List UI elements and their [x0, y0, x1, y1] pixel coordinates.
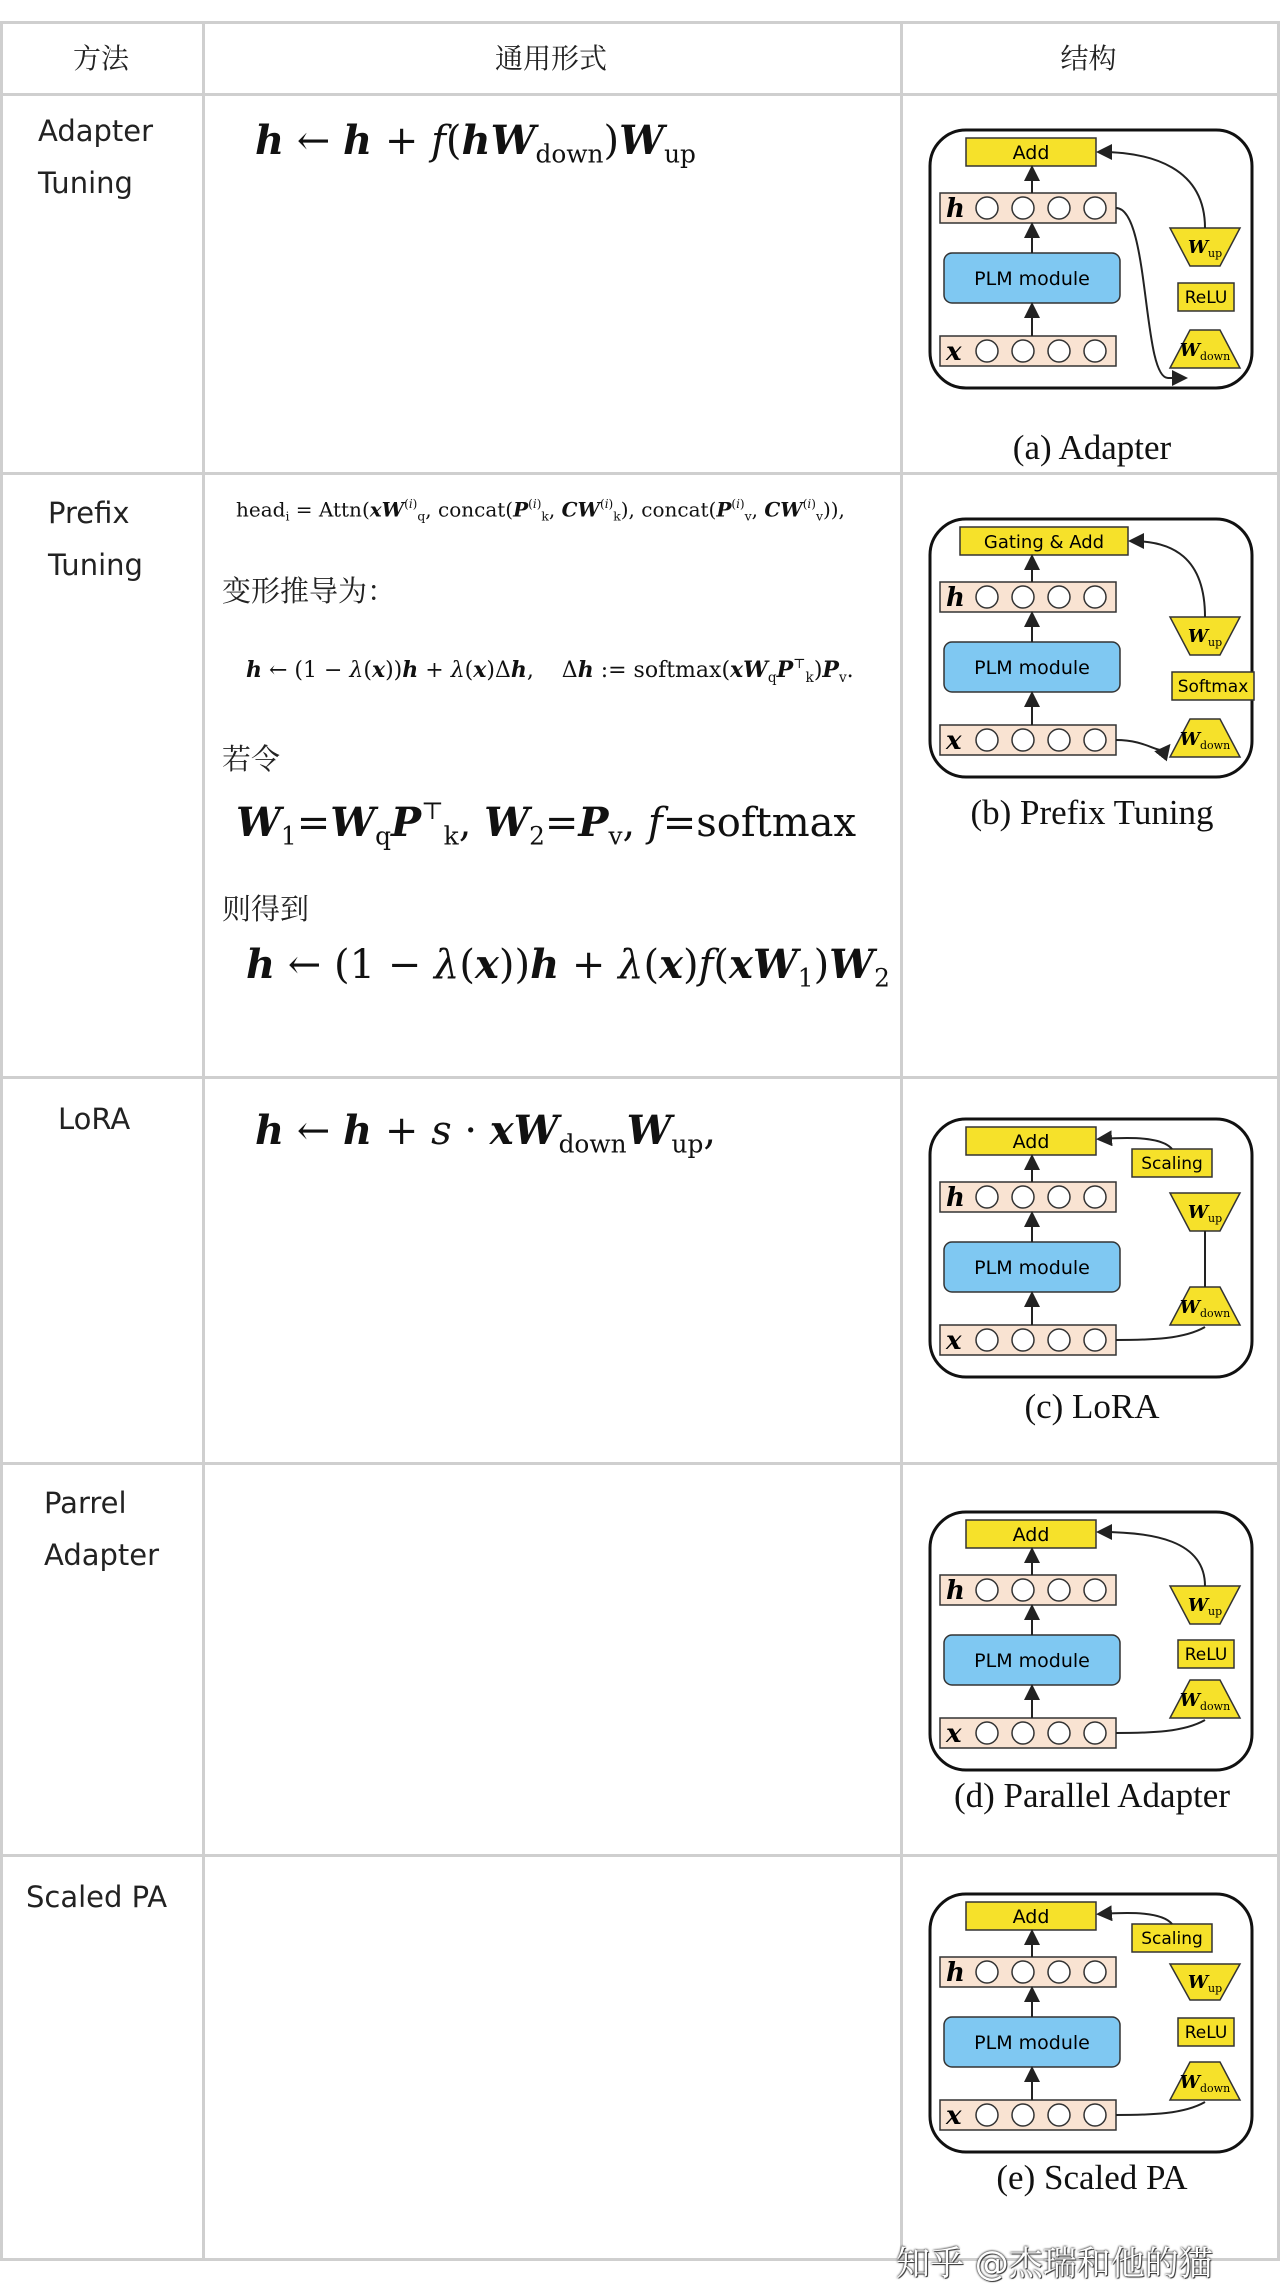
- header-form: 通用形式: [494, 42, 607, 75]
- scaled-pa-diagram-svg: [922, 1892, 1262, 2154]
- grid-line: [0, 1076, 1280, 1079]
- svg-text:Wdown: $W_{down}$: [1179, 2072, 1231, 2095]
- diagram-scaled-pa: [922, 1892, 1262, 2232]
- svg-text:h: h: [946, 1958, 965, 1988]
- caption-parallel: (d) Parallel Adapter: [953, 1776, 1230, 1815]
- svg-text:h: h: [946, 1576, 965, 1606]
- watermark: 知乎 @杰瑞和他的猫: [896, 2244, 1213, 2284]
- diagram-lora: [922, 1117, 1262, 1457]
- plm-label: PLM module: [974, 1650, 1090, 1672]
- svg-text:x: x: [946, 1326, 962, 1356]
- plm-label: PLM module: [974, 2032, 1090, 2054]
- svg-text:Wup: $W_{up}$: [1187, 237, 1223, 260]
- svg-text:Wdown: $W_{down}$: [1179, 1690, 1231, 1713]
- relu-label: ReLU: [1184, 288, 1228, 308]
- plm-label: PLM module: [974, 268, 1090, 290]
- svg-text:Wdown: $W_{down}$: [1179, 1297, 1231, 1320]
- svg-text:x: x: [946, 1719, 962, 1749]
- formula-prefix-result: h ← $(1 - \lambda(x))h + \lambda(x)f(xW_1)W_2$: [246, 941, 890, 993]
- prefix-diagram-svg: [922, 517, 1262, 779]
- caption-adapter: (a) Adapter: [1012, 428, 1172, 467]
- method-adapter: Adapter Tuning: [38, 114, 154, 200]
- diagram-adapter: [922, 128, 1262, 468]
- caption-lora: (c) LoRA: [1024, 1387, 1160, 1426]
- grid-line: [0, 93, 1280, 96]
- grid-line: [0, 472, 1280, 475]
- svg-text:Wdown: $W_{down}$: [1179, 729, 1231, 752]
- add-label: Add: [1012, 1906, 1050, 1928]
- svg-text:Wdown: $W_{down}$: [1179, 340, 1231, 363]
- gating-add-label: Gating & Add: [983, 532, 1105, 553]
- svg-text:Wup: $W_{up}$: [1187, 1202, 1223, 1225]
- scaling-label: Scaling: [1141, 1154, 1203, 1174]
- formula-lora: h ← $h + s \cdot xW_{down}W_{up}$,: [255, 1107, 717, 1159]
- diagram-parallel: [922, 1510, 1262, 1850]
- method-parallel: Parrel Adapter: [44, 1486, 160, 1572]
- text-let: 若令: [222, 742, 281, 776]
- svg-text:Wup: $W_{up}$: [1187, 626, 1223, 649]
- softmax-label: Softmax: [1177, 677, 1249, 697]
- svg-text:Wup: $W_{up}$: [1187, 1595, 1223, 1618]
- formula-prefix-deform: h ← (1 − λ(x))h + λ(x)Δh, Δh := $softmax(xW_qP^⊤_k)P_v$.: [246, 657, 854, 686]
- grid-line: [0, 1854, 1280, 1857]
- plm-label: PLM module: [974, 1257, 1090, 1279]
- formula-adapter: h ← $h + f(hW_{down})W_{up}$: [255, 117, 696, 169]
- caption-scaled-pa: (e) Scaled PA: [996, 2158, 1188, 2197]
- add-label: Add: [1012, 142, 1050, 164]
- grid-line: [900, 21, 903, 2261]
- add-label: Add: [1012, 1131, 1050, 1153]
- grid-line: [0, 21, 3, 2261]
- plm-label: PLM module: [974, 657, 1090, 679]
- svg-text:x: x: [946, 2101, 962, 2131]
- svg-text:Wup: $W_{up}$: [1187, 1972, 1223, 1995]
- formula-prefix-head: head$_i$ = $Attn(xW^{(i)}_q$, $concat(P^{(i)}_k$, $CW^{(i)}_k$), $concat(P^{(i)}_v$, $CW^{(i)}_v$)),: [236, 497, 845, 524]
- header-structure: 结构: [1060, 42, 1117, 75]
- scaling-label: Scaling: [1141, 1929, 1203, 1949]
- text-get: 则得到: [222, 892, 310, 926]
- add-label: Add: [1012, 1524, 1050, 1546]
- parallel-diagram-svg: [922, 1510, 1262, 1772]
- method-prefix: Prefix Tuning: [48, 496, 143, 582]
- svg-text:h: h: [946, 1183, 965, 1213]
- lora-diagram-svg: [922, 1117, 1262, 1379]
- relu-label: ReLU: [1184, 2023, 1228, 2043]
- svg-text:h: h: [946, 583, 965, 613]
- comparison-table: [0, 21, 1280, 2261]
- method-lora: LoRA: [58, 1102, 131, 1136]
- text-deform: 变形推导为：: [222, 574, 397, 608]
- h-label: h: [946, 194, 965, 224]
- method-scaled-pa: Scaled PA: [26, 1880, 168, 1914]
- diagram-prefix: [922, 517, 1262, 877]
- header-method: 方法: [72, 42, 129, 75]
- x-label: x: [946, 337, 962, 367]
- svg-text:x: x: [946, 726, 962, 756]
- grid-line: [0, 1462, 1280, 1465]
- adapter-diagram-svg: [922, 128, 1262, 418]
- grid-line: [202, 21, 205, 2261]
- relu-label: ReLU: [1184, 1645, 1228, 1665]
- formula-prefix-let: $W_1=W_qP^⊤_k$, $W_2=P_v$, f=softmax: [236, 797, 857, 851]
- caption-prefix: (b) Prefix Tuning: [970, 793, 1214, 832]
